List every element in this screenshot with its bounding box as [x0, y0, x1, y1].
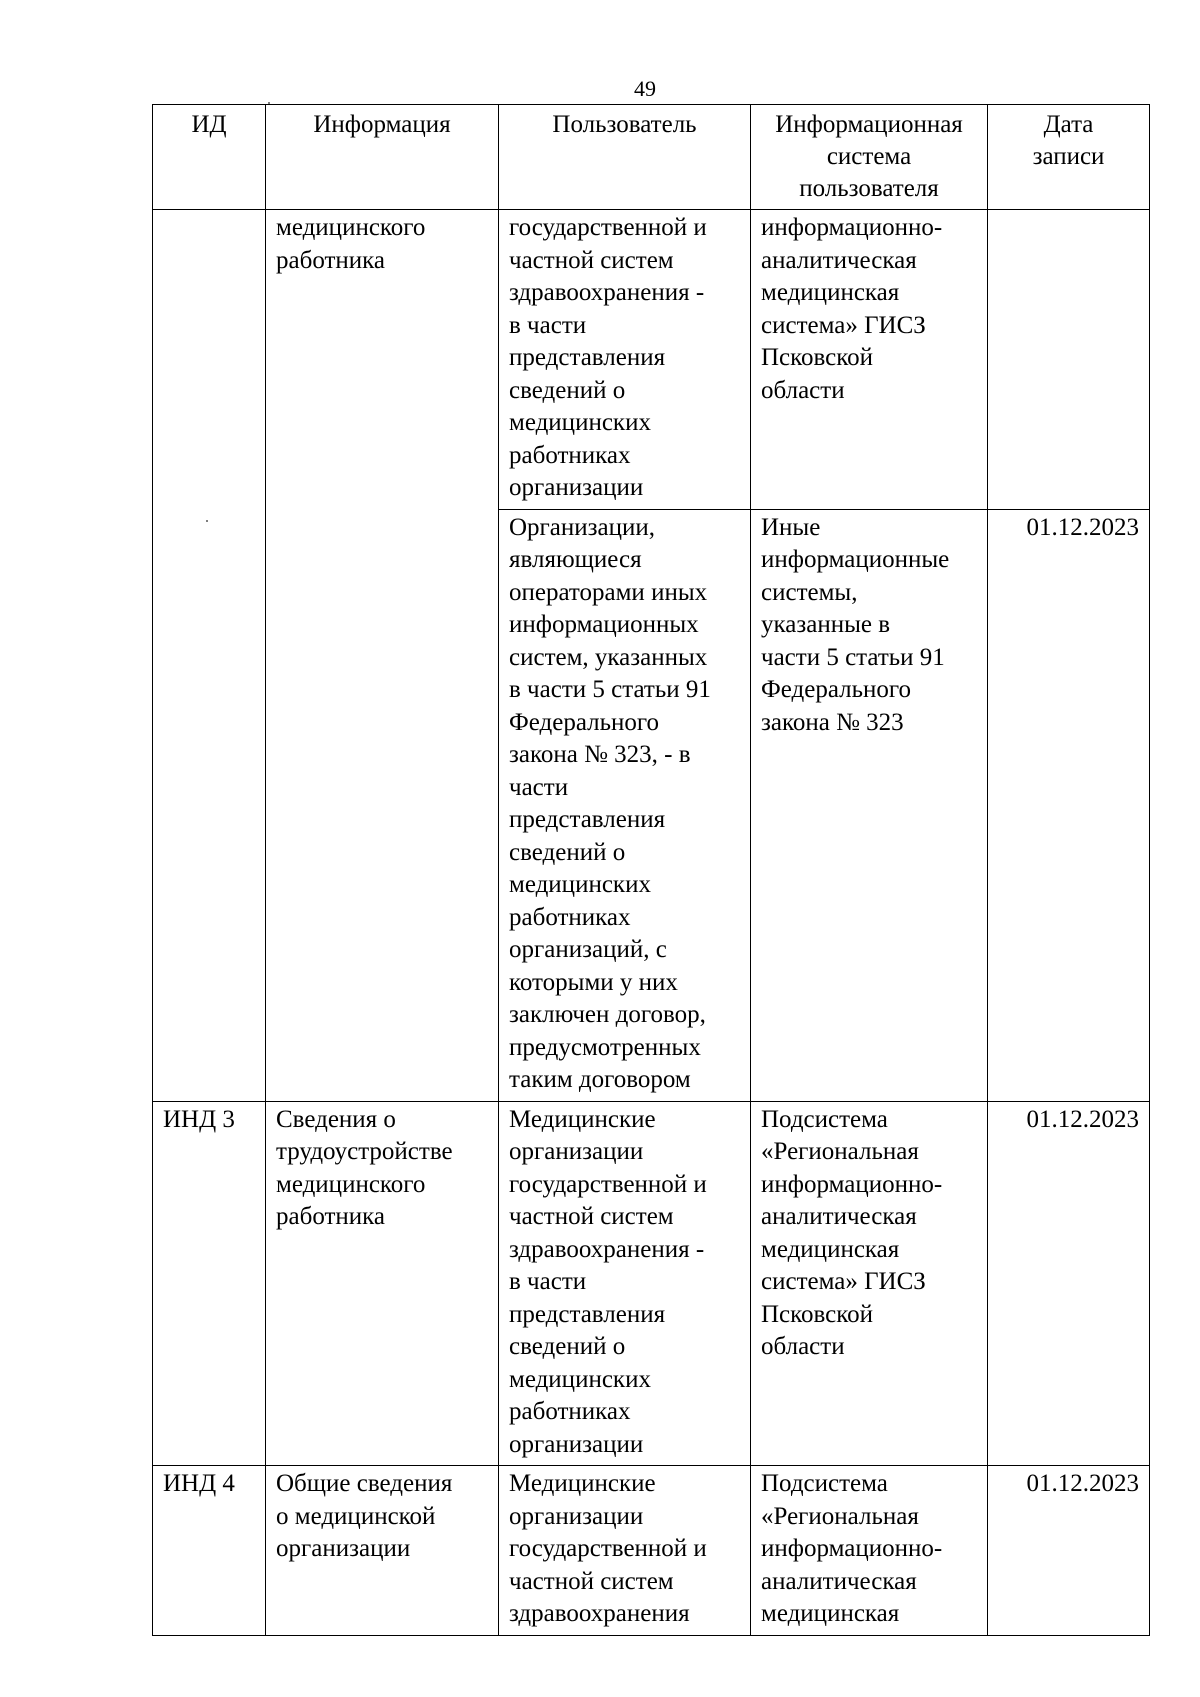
cell-record-date: 01.12.2023: [988, 1466, 1150, 1636]
header-id: ИД: [153, 105, 266, 210]
cell-user: Медицинские организации государственной и частной систем здравоохранения - в части представления сведений о медицинских работниках организации: [499, 1101, 751, 1466]
table-row: [153, 210, 1150, 510]
cell-information: Общие сведения о медицинской организации: [266, 1466, 499, 1636]
header-user-system: Информационная система пользователя: [751, 105, 988, 210]
cell-user-system: Иные информационные системы, указанные в части 5 статьи 91 Федерального закона № 323: [751, 509, 988, 1101]
cell-user: государственной и частной систем здравоохранения - в части представления сведений о медицинских работниках организации: [499, 210, 751, 510]
cell-id: ИНД 4: [153, 1466, 266, 1636]
header-information: Информация: [266, 105, 499, 210]
cell-id: ИНД 3: [153, 1101, 266, 1466]
cell-user-system: Подсистема «Региональная информационно- аналитическая медицинская система» ГИСЗ Псковской области: [751, 1101, 988, 1466]
cell-id: [153, 210, 266, 1102]
table-header-row: [153, 105, 1150, 210]
cell-record-date: 01.12.2023: [988, 509, 1150, 1101]
table-row: [153, 1466, 1150, 1636]
cell-information: Сведения о трудоустройстве медицинского работника: [266, 1101, 499, 1466]
records-table: [152, 104, 1150, 1636]
table-row: [153, 1101, 1150, 1466]
header-user: Пользователь: [499, 105, 751, 210]
cell-user: Медицинские организации государственной и частной систем здравоохранения: [499, 1466, 751, 1636]
cell-record-date: 01.12.2023: [988, 1101, 1150, 1466]
cell-information: медицинского работника: [266, 210, 499, 1102]
cell-user-system: Подсистема «Региональная информационно- аналитическая медицинская: [751, 1466, 988, 1636]
cell-user-system: информационно- аналитическая медицинская система» ГИСЗ Псковской области: [751, 210, 988, 510]
cell-record-date: [988, 210, 1150, 510]
cell-user: Организации, являющиеся операторами иных информационных систем, указанных в части 5 статьи 91 Федерального закона № 323, - в части представления сведений о медицинских работниках организаций, с которыми у них заключен договор, предусмотренных таким договором: [499, 509, 751, 1101]
header-record-date: Дата записи: [988, 105, 1150, 210]
page-number: 49: [634, 76, 656, 101]
